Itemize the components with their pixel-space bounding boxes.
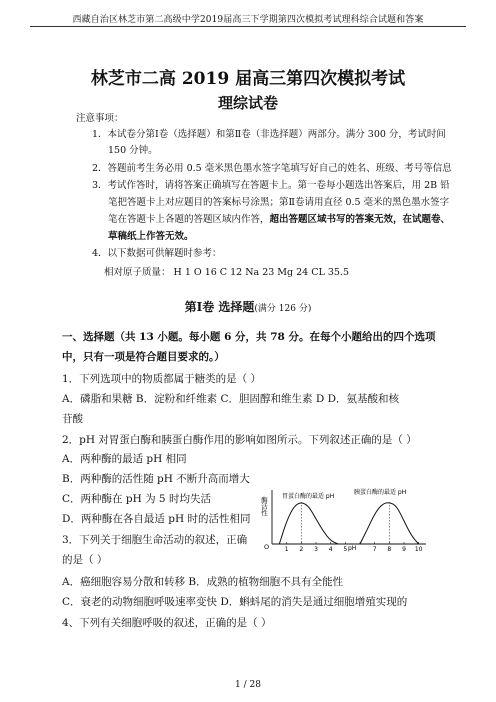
x-tick-label: 3 <box>314 546 318 552</box>
notice-item-3-cont: 笔把答题卡上对应题目的答案标号涂黑；第Ⅱ卷请用直径 0.5 毫米的黑色墨水签字 <box>108 197 450 208</box>
x-tick-label: 7 <box>372 546 377 552</box>
chart-series <box>279 502 418 544</box>
exam-title: 林芝市二高 2019 届高三第四次模拟考试 <box>90 69 406 89</box>
q2-option-d: D．两种酶在各自最适 pH 时的活性相同 <box>62 513 251 525</box>
q2-stem: 2．pH 对胃蛋白酶和胰蛋白酶作用的影响如图所示。下列叙述正确的是（ ） <box>62 434 417 446</box>
q2-option-c: C．两种酶在 pH 为 5 时均失活 <box>62 493 211 505</box>
curve1-label: 胃蛋白酶的最适 pH <box>282 493 335 500</box>
x-axis-label: pH <box>348 545 357 552</box>
q3-stem-cont: 的是（ ） <box>62 554 108 566</box>
notice-item-4: 4．以下数据可供解题时参考： <box>92 248 222 259</box>
x-tick-label: 1 <box>284 546 289 552</box>
atomic-masses: 相对原子质量： H 1 O 16 C 12 Na 23 Mg 24 CL 35.5 <box>104 267 349 278</box>
q3-options-cd: C．衰老的动物细胞呼吸速率变快 D．蝌蚪尾的消失是通过细胞增殖实现的 <box>62 596 408 608</box>
notice-item-3-text: 笔在答题卡上各题的答题区域内作答， <box>108 214 270 225</box>
notice-item-2: 2．答题前考生务必用 0.5 毫米黑色墨水签字笔填写好自己的姓名、班级、考号等信息 <box>92 163 452 174</box>
notice-item-3-bold-cont: 草稿纸上作答无效。 <box>108 231 194 242</box>
q1-options: A．磷脂和果糖 B．淀粉和纤维素 C．胆固醇和维生素 D D．氨基酸和核 <box>62 393 400 405</box>
enzyme-ph-chart <box>258 486 430 552</box>
origin-label: O <box>264 543 270 551</box>
q2-option-b: B．两种酶的活性随 pH 不断升高而增大 <box>62 473 250 485</box>
q2-option-a: A．两种酶的最适 pH 相同 <box>62 453 187 465</box>
x-tick-label: 9 <box>402 546 406 552</box>
q1-stem: 1．下列选项中的物质都属于糖类的是（ ） <box>62 373 262 385</box>
q4-stem: 4、下列有关细胞呼吸的叙述，正确的是（ ） <box>62 617 272 629</box>
q3-stem: 3．下列关于细胞生命活动的叙述，正确 <box>62 534 248 546</box>
instructions-line-1: 一、选择题（共 13 小题。每小题 6 分，共 78 分。在每个小题给出的四个选项 <box>62 331 436 343</box>
x-tick-label: 10 <box>414 546 423 552</box>
exam-subtitle: 理综试卷 <box>217 94 278 112</box>
q3-options-ab: A．癌细胞容易分散和转移 B．成熟的植物细胞不具有全能性 <box>62 576 344 588</box>
x-tick-label: 4 <box>328 546 333 552</box>
section-note: (满分 126 分) <box>254 304 312 314</box>
notice-item-1-cont: 150 分钟。 <box>108 145 158 156</box>
section-title: 第Ⅰ卷 选择题 <box>184 300 255 314</box>
running-header: 西藏自治区林芝市第二高级中学2019届高三下学期第四次模拟考试理科综合试题和答案 <box>72 15 424 25</box>
notice-item-3-bold: 超出答题区域书写的答案无效，在试题卷、 <box>269 214 451 225</box>
notice-item-3-cont2 <box>108 214 450 226</box>
series-line-1 <box>279 503 338 544</box>
header-divider <box>30 26 466 27</box>
curve2-label: 胰蛋白酶的最适 pH <box>354 489 407 496</box>
instructions-line-2: 中，只有一项是符合题目要求的。） <box>62 351 225 363</box>
q1-options-cont: 苷酸 <box>62 413 83 425</box>
x-tick-label: 8 <box>387 546 392 552</box>
notice-label: 注意事项： <box>76 113 124 124</box>
x-tick-label: 5 <box>343 546 348 552</box>
notice-item-1: 1．本试卷分第Ⅰ卷（选择题）和第Ⅱ卷（非选择题）两部分。满分 300 分，考试时间 <box>92 129 446 140</box>
x-tick-label: 2 <box>299 546 304 552</box>
y-axis-label: 酶活性 <box>260 496 268 516</box>
page-number: 1 / 28 <box>235 680 261 690</box>
section-heading <box>0 298 496 315</box>
notice-item-3: 3．考试作答时，请将答案正确填写在答题卡上。第一卷每小题选出答案后，用 2B 铅 <box>92 180 450 191</box>
